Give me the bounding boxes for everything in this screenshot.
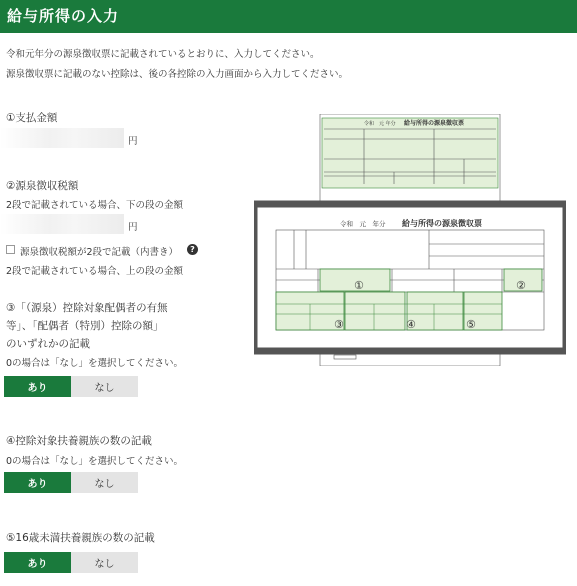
dependents-no-button[interactable]: なし <box>71 472 138 493</box>
intro-line-1: 令和元年分の源泉徴収票に記載されているとおりに、入力してください。 <box>6 49 320 60</box>
marker-1: ① <box>354 279 364 292</box>
payment-label: ①支払金額 <box>6 112 58 124</box>
under16-no-button[interactable]: なし <box>71 552 138 573</box>
marker-5: ⑤ <box>466 318 476 331</box>
page-title: 給与所得の入力 <box>7 7 120 25</box>
under16-toggle <box>4 552 138 573</box>
spouse-toggle <box>4 376 138 397</box>
small-slip-title: 給与所得の源泉徴収票 <box>404 120 465 127</box>
marker-3: ③ <box>334 318 344 331</box>
withholding-amount-input[interactable] <box>0 214 124 234</box>
dependents-label: ④控除対象扶養親族の数の記載 <box>6 435 152 447</box>
dependents-yes-button[interactable]: あり <box>4 472 71 493</box>
under16-label: ⑤16歳未満扶養親族の数の記載 <box>6 532 155 544</box>
spouse-label-line-3: のいずれかの記載 <box>6 338 90 350</box>
dependents-note: 0の場合は「なし」を選択してください。 <box>6 456 184 467</box>
withholding-note: 2段で記載されている場合、下の段の金額 <box>6 200 184 211</box>
payment-amount-input[interactable] <box>0 128 124 148</box>
withholding-unit: 円 <box>128 222 138 233</box>
spouse-label-line-2: 等」、「配偶者（特別）控除の額」 <box>6 320 164 332</box>
large-slip-era: 令和 元 年分 <box>340 220 386 228</box>
under16-yes-button[interactable]: あり <box>4 552 71 573</box>
spouse-label-line-1: ③「（源泉）控除対象配偶者の有無 <box>6 302 168 314</box>
two-tier-checkbox-label[interactable]: 源泉徴収税額が2段で記載（内書き） <box>20 247 179 258</box>
payment-unit: 円 <box>128 136 138 147</box>
highlight-cell-3b <box>345 292 405 330</box>
large-slip-title: 給与所得の源泉徴収票 <box>402 219 482 228</box>
spouse-no-button[interactable]: なし <box>71 376 138 397</box>
withholding-slip-illustration <box>254 114 566 366</box>
page-header <box>0 0 577 33</box>
marker-2: ② <box>516 279 526 292</box>
two-tier-checkbox[interactable] <box>6 245 15 254</box>
small-slip-era: 令和 元 年分 <box>364 121 396 127</box>
dependents-toggle <box>4 472 138 493</box>
marker-4: ④ <box>406 318 416 331</box>
spouse-note: 0の場合は「なし」を選択してください。 <box>6 358 184 369</box>
help-icon[interactable]: ? <box>187 244 198 255</box>
two-tier-note: 2段で記載されている場合、上の段の金額 <box>6 266 184 277</box>
intro-line-2: 源泉徴収票に記載のない控除は、後の各控除の入力画面から入力してください。 <box>6 69 349 80</box>
spouse-yes-button[interactable]: あり <box>4 376 71 397</box>
withholding-label: ②源泉徴収税額 <box>6 180 79 192</box>
